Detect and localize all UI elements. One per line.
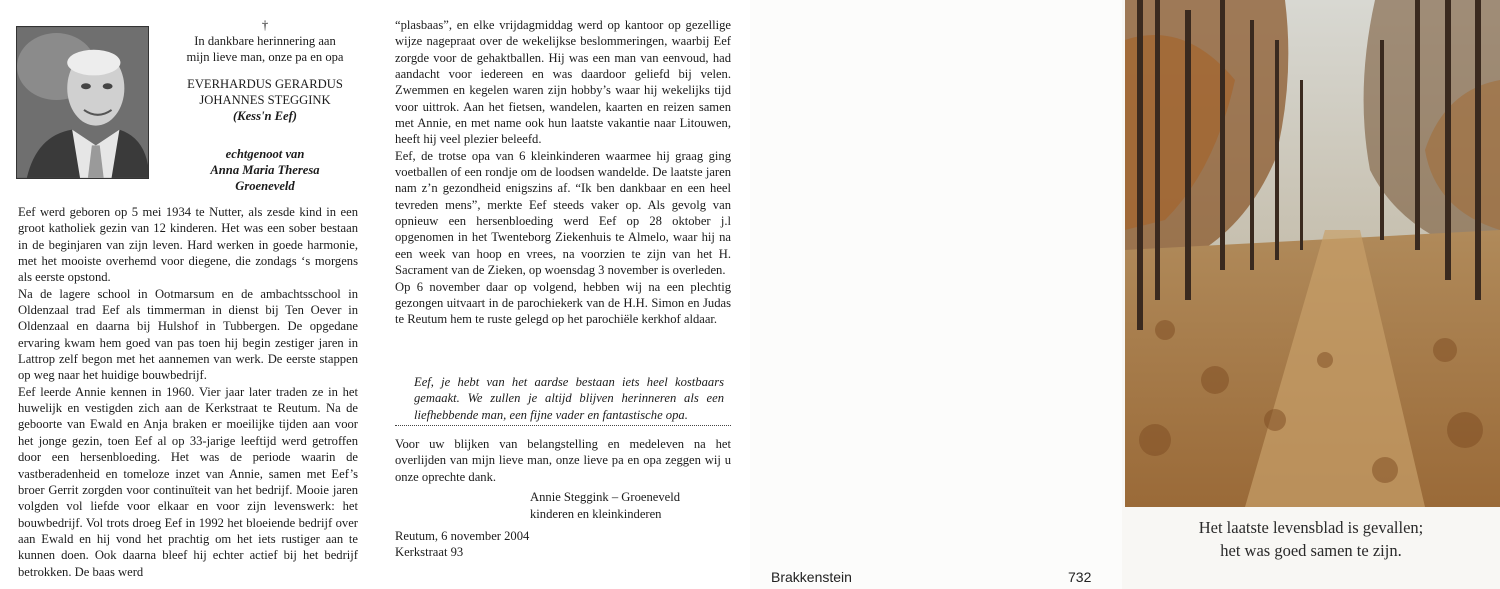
verse-line-1: Het laatste levensblad is gevallen; [1198, 518, 1424, 537]
place-date-block [395, 528, 645, 561]
spouse-name-1: Anna Maria Theresa [210, 163, 320, 177]
biography-paragraph: Eef leerde Annie kennen in 1960. Vier jaar later traden ze in het huwelijk en vestigden zich aan de Kerkstraat te Reutum. Na de geboorte van Ewald en Anja braken er moeilijke tijden aan voor het jonge gezin, toen Eef al op 33-jarige leeftijd werd getroffen door een hersenbloeding. Het was de periode waarin de vastberadenheid en tomeloze inzet van Annie, samen met Eef’s broer Gerrit zorgden voor continuïteit van het bedrijf. Mooie jaren volgden vol liefde voor elkaar en voor zijn levenswerk: het bouwbedrijf. Vol trots droeg Eef in 1992 het bloeiende bedrijf over aan Ewald en hij vond het prachtig om het iets rustiger aan te kunnen doen. Ook daarna bleef hij echter actief bij het bedrijf betrokken. De baas werd [18, 384, 358, 579]
card-page-left [0, 0, 380, 589]
collection-label: Brakkenstein [771, 569, 852, 585]
portrait-figure [17, 27, 148, 178]
signature-line-2: kinderen en kleinkinderen [530, 507, 662, 521]
deceased-name-2: JOHANNES STEGGINK [199, 93, 331, 107]
spouse-label: echtgenoot van [225, 147, 305, 161]
dotted-divider [395, 425, 731, 426]
address: Kerkstraat 93 [395, 545, 464, 560]
cross-symbol: † [261, 18, 269, 32]
autumn-forest-photo [1125, 0, 1500, 507]
memorial-header [165, 17, 365, 194]
place-date: Reutum, 6 november 2004 [395, 529, 530, 543]
forest-illustration [1125, 0, 1500, 507]
verse-line-2: het was goed samen te zijn. [1220, 541, 1402, 560]
biography-paragraph: Eef, de trotse opa van 6 kleinkinderen waarmee hij graag ging voetballen of een rondje om de loodsen wandelde. De laatste jaren nam z’n gezondheid enigszins af. “Ik ben dankbaar en een heel tevreden mens”, merkte Eef steeds vaker op. Als gevolg van opnieuw een hersenbloeding werd Eef op 28 oktober j.l opgenomen in het Twenteborg Ziekenhuis te Almelo, waar hij na een week van hoop en vrees, na voorzien te zijn van het H. Sacrament van de Zieken, op woensdag 3 november is overleden. [395, 148, 731, 278]
biography-paragraph: Na de lagere school in Ootmarsum en de ambachtsschool in Oldenzaal trad Eef als timmerman in dienst bij Ten Oever in Oldenzaal en daarna bij Hulshof in Tubbergen. De opgedane ervaring kwam hem goed van pas toen hij begin zestiger jaren in Lattrop zelf begon met het aannemen van werk. De eerste stappen op weg naar het huidige bouwbedrijf. [18, 286, 358, 383]
biography-paragraph: “plasbaas”, en elke vrijdagmiddag werd op kantoor op gezellige wijze nagepraat over de wekelijkse beslommeringen, waarbij Eef zorgde voor de gehaktballen. Hij was een man van eenvoud, had aandacht voor iedereen en was daardoor geliefd bij velen. Zwemmen en kegelen waren zijn hobby’s waar hij wekelijks tijd voor uittrok. Aan het fietsen, wandelen, kaarten en reizen samen met Annie, en met name ook hun laatste vakantie naar Litouwen, heeft hij veel plezier beleefd. [395, 18, 731, 147]
verse-caption [1122, 516, 1500, 562]
dedication-line-2: mijn lieve man, onze pa en opa [186, 50, 344, 64]
card-number: 732 [1068, 569, 1092, 585]
card-front [1122, 0, 1500, 589]
deceased-nickname: (Kess'n Eef) [232, 109, 297, 123]
biography-continued [395, 17, 731, 328]
deceased-name-1: EVERHARDUS GERARDUS [187, 77, 343, 91]
memorial-quote: Eef, je hebt van het aardse bestaan iets heel kostbaars gemaakt. We zullen je altijd blijven herinneren als een liefhebbende man, een fijne vader en fantastische opa. [414, 375, 724, 422]
card-back-blank [750, 0, 1122, 589]
spouse-name-2: Groeneveld [235, 179, 295, 193]
signature-block [530, 489, 730, 523]
biography-paragraph: Eef werd geboren op 5 mei 1934 te Nutter, als zesde kind in een groot katholiek gezin van 12 kinderen. Het was een sober bestaan in de beginjaren van zijn leven. Hard werken in goede harmonie, met het mooiste overhemd voor diegene, die zondags ‘s morgens als eerste opstond. [18, 205, 358, 285]
dedication-line-1: In dankbare herinnering aan [194, 34, 336, 48]
signature-line-1: Annie Steggink – Groeneveld [530, 490, 681, 504]
card-page-middle [380, 0, 750, 589]
portrait-photo [16, 26, 149, 179]
biography-paragraph: Op 6 november daar op volgend, hebben wij na een plechtig gezongen uitvaart in de parochiekerk van de H.H. Simon en Judas te Reutum hem te ruste gelegd op het parochiële kerkhof aldaar. [395, 279, 731, 327]
biography-text [18, 204, 358, 580]
thank-you-text: Voor uw blijken van belangstelling en medeleven na het overlijden van mijn lieve man, onze lieve pa en opa zeggen wij u onze oprechte dank. [395, 437, 731, 484]
